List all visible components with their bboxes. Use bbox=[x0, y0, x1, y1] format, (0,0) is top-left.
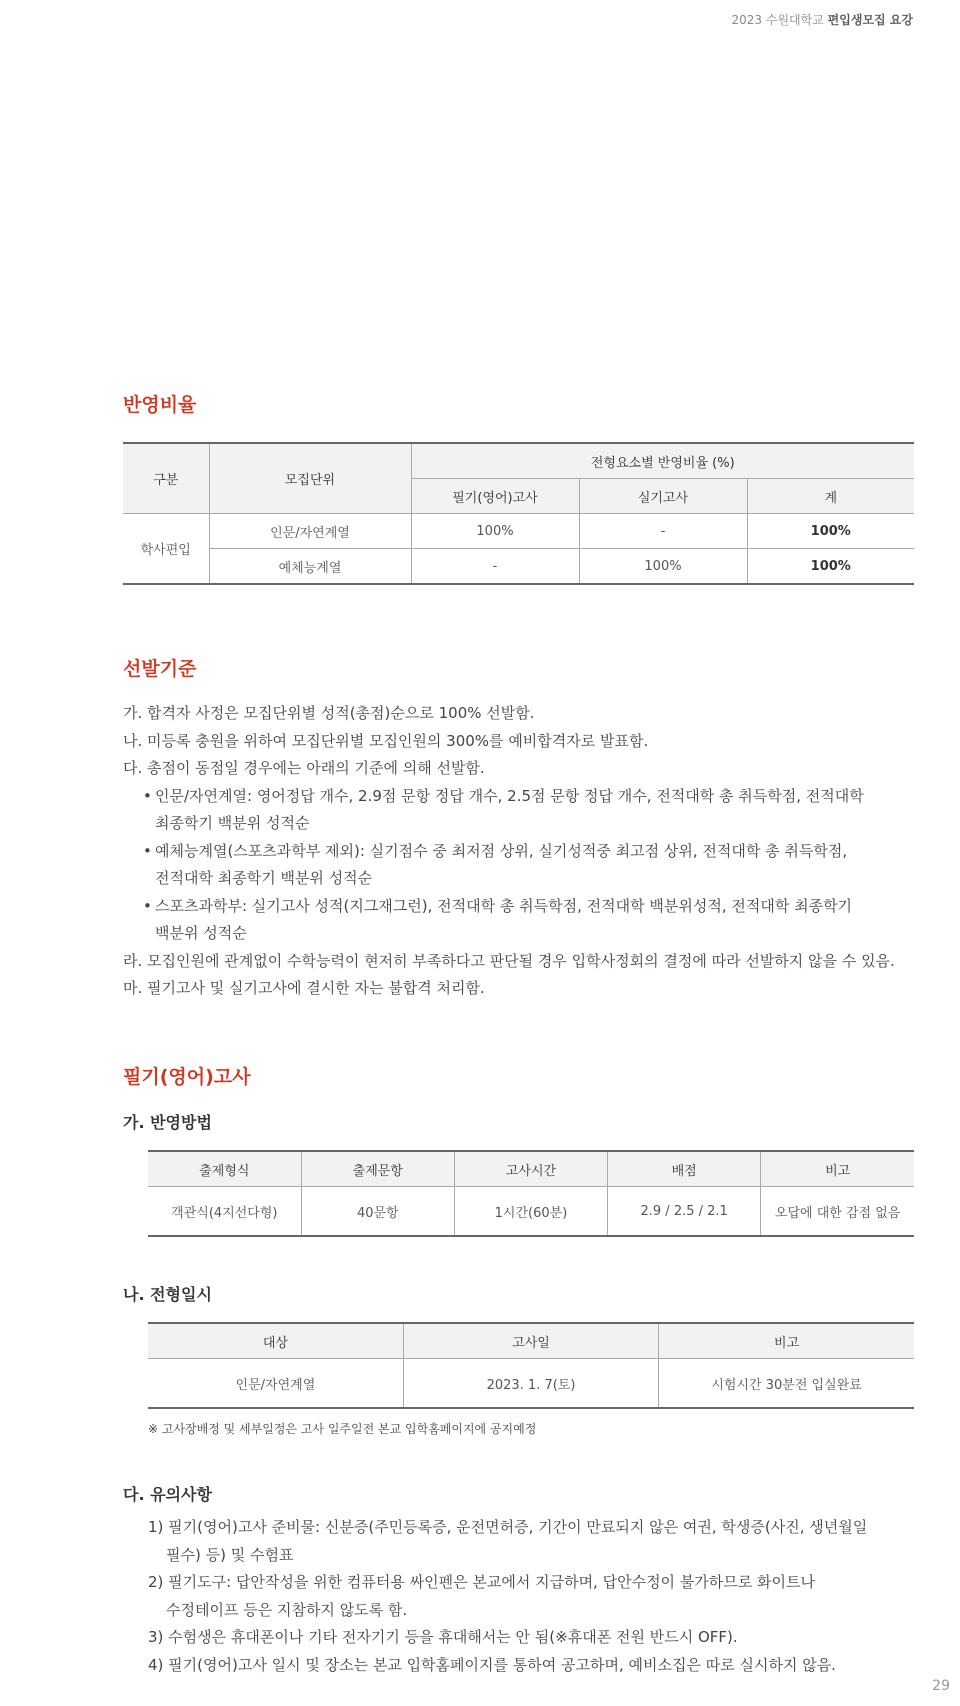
criteria-item: 가. 합격자 사정은 모집단위별 성적(총점)순으로 100% 선발함. bbox=[123, 704, 535, 722]
criteria-item: 마. 필기고사 및 실기고사에 결시한 자는 불합격 처리함. bbox=[123, 979, 485, 997]
cautions-heading: 다. 유의사항 bbox=[123, 1485, 212, 1504]
method-header: 출제문항 bbox=[301, 1151, 454, 1187]
ratio-header-total: 계 bbox=[747, 479, 914, 514]
header-year: 2023 bbox=[731, 13, 763, 27]
criteria-bullet: • 예체능계열(스포츠과학부 제외): 실기점수 중 최저점 상위, 실기성적중 최고점 상위, 전적대학 총 취득학점, 전적대학 최종학기 백분위 성적순 bbox=[123, 838, 923, 893]
ratio-practical: - bbox=[579, 514, 747, 549]
criteria-bullet: • 인문/자연계열: 영어정답 개수, 2.9점 문항 정답 개수, 2.5점 문항 정답 개수, 전적대학 총 취득학점, 전적대학 최종학기 백분위 성적순 bbox=[123, 783, 923, 838]
schedule-header: 대상 bbox=[148, 1323, 403, 1359]
criteria-item: 나. 미등록 충원을 위하여 모집단위별 모집인원의 300%를 예비합격자로 발표함. bbox=[123, 731, 649, 750]
schedule-note: ※ 고사장배정 및 세부일정은 고사 일주일전 본교 입학홈페이지에 공지예정 bbox=[148, 1422, 537, 1436]
method-cell: 2.9 / 2.5 / 2.1 bbox=[608, 1187, 761, 1237]
written-exam-heading: 필기(영어)고사 bbox=[123, 1066, 251, 1088]
method-header: 비고 bbox=[761, 1151, 914, 1187]
table-row bbox=[123, 549, 914, 585]
method-cell: 오답에 대한 감점 없음 bbox=[761, 1187, 914, 1237]
table-row bbox=[123, 514, 914, 549]
header-school: 수원대학교 bbox=[765, 13, 824, 27]
bullet-icon: • bbox=[143, 841, 152, 860]
schedule-cell: 시험시간 30분전 입실완료 bbox=[659, 1359, 914, 1409]
ratio-header-category: 구분 bbox=[123, 443, 209, 514]
header-title: 편입생모집 요강 bbox=[827, 13, 913, 27]
ratio-header-written: 필기(영어)고사 bbox=[411, 479, 579, 514]
method-table bbox=[148, 1150, 914, 1237]
ratio-total: 100% bbox=[747, 549, 914, 585]
method-cell: 40문항 bbox=[301, 1187, 454, 1237]
ratio-written: - bbox=[411, 549, 579, 585]
ratio-unit: 예체능계열 bbox=[209, 549, 411, 585]
method-cell: 객관식(4지선다형) bbox=[171, 1205, 278, 1221]
method-header: 출제형식 bbox=[148, 1151, 301, 1187]
criteria-item: 라. 모집인원에 관계없이 수학능력이 현저히 부족하다고 판단될 경우 입학사정회의 결정에 따라 선발하지 않을 수 있음. bbox=[123, 951, 895, 970]
ratio-category: 학사편입 bbox=[140, 543, 191, 558]
ratio-written: 100% bbox=[411, 514, 579, 549]
ratio-practical: 100% bbox=[579, 549, 747, 585]
criteria-heading: 선발기준 bbox=[123, 658, 197, 680]
ratio-header-group: 전형요소별 반영비율 (%) bbox=[411, 443, 914, 479]
schedule-cell: 2023. 1. 7(토) bbox=[403, 1359, 658, 1409]
method-heading: 가. 반영방법 bbox=[123, 1113, 212, 1132]
caution-item: 4) 필기(영어)고사 일시 및 장소는 본교 입학홈페이지를 통하여 공고하며, 예비소집은 따로 실시하지 않음. bbox=[148, 1655, 836, 1674]
ratio-header-unit: 모집단위 bbox=[209, 443, 411, 514]
cautions-list bbox=[148, 1514, 908, 1679]
method-header: 배점 bbox=[608, 1151, 761, 1187]
schedule-cell: 인문/자연계열 bbox=[235, 1377, 316, 1393]
criteria-bullet: • 스포츠과학부: 실기고사 성적(지그재그런), 전적대학 총 취득학점, 전적대학 백분위성적, 전적대학 최종학기 백분위 성적순 bbox=[123, 893, 923, 948]
ratio-heading: 반영비율 bbox=[123, 394, 197, 416]
schedule-header: 비고 bbox=[659, 1323, 914, 1359]
caution-item: 1) 필기(영어)고사 준비물: 신분증(주민등록증, 운전면허증, 기간이 만료되지 않은 여권, 학생증(사진, 생년월일 필수) 등) 및 수험표 bbox=[148, 1518, 868, 1564]
table-row bbox=[148, 1359, 914, 1409]
ratio-header-practical: 실기고사 bbox=[579, 479, 747, 514]
schedule-heading: 나. 전형일시 bbox=[123, 1285, 212, 1304]
criteria-list bbox=[123, 700, 923, 1003]
ratio-unit: 인문/자연계열 bbox=[209, 514, 411, 549]
table-row bbox=[148, 1187, 914, 1237]
ratio-table bbox=[123, 442, 914, 585]
method-cell: 1시간(60분) bbox=[454, 1187, 607, 1237]
page-number: 29 bbox=[932, 1678, 950, 1694]
schedule-table bbox=[148, 1322, 914, 1409]
caution-item: 2) 필기도구: 답안작성을 위한 컴퓨터용 싸인펜은 본교에서 지급하며, 답안수정이 불가하므로 화이트나 수정테이프 등은 지참하지 않도록 함. bbox=[148, 1573, 815, 1619]
page-header bbox=[732, 11, 914, 28]
method-header: 고사시간 bbox=[454, 1151, 607, 1187]
ratio-total: 100% bbox=[747, 514, 914, 549]
bullet-icon: • bbox=[143, 786, 152, 805]
schedule-header: 고사일 bbox=[403, 1323, 658, 1359]
bullet-icon: • bbox=[143, 896, 152, 915]
caution-item: 3) 수험생은 휴대폰이나 기타 전자기기 등을 휴대해서는 안 됨(※휴대폰 전원 반드시 OFF). bbox=[148, 1628, 738, 1646]
criteria-item: 다. 총점이 동점일 경우에는 아래의 기준에 의해 선발함. bbox=[123, 759, 485, 777]
